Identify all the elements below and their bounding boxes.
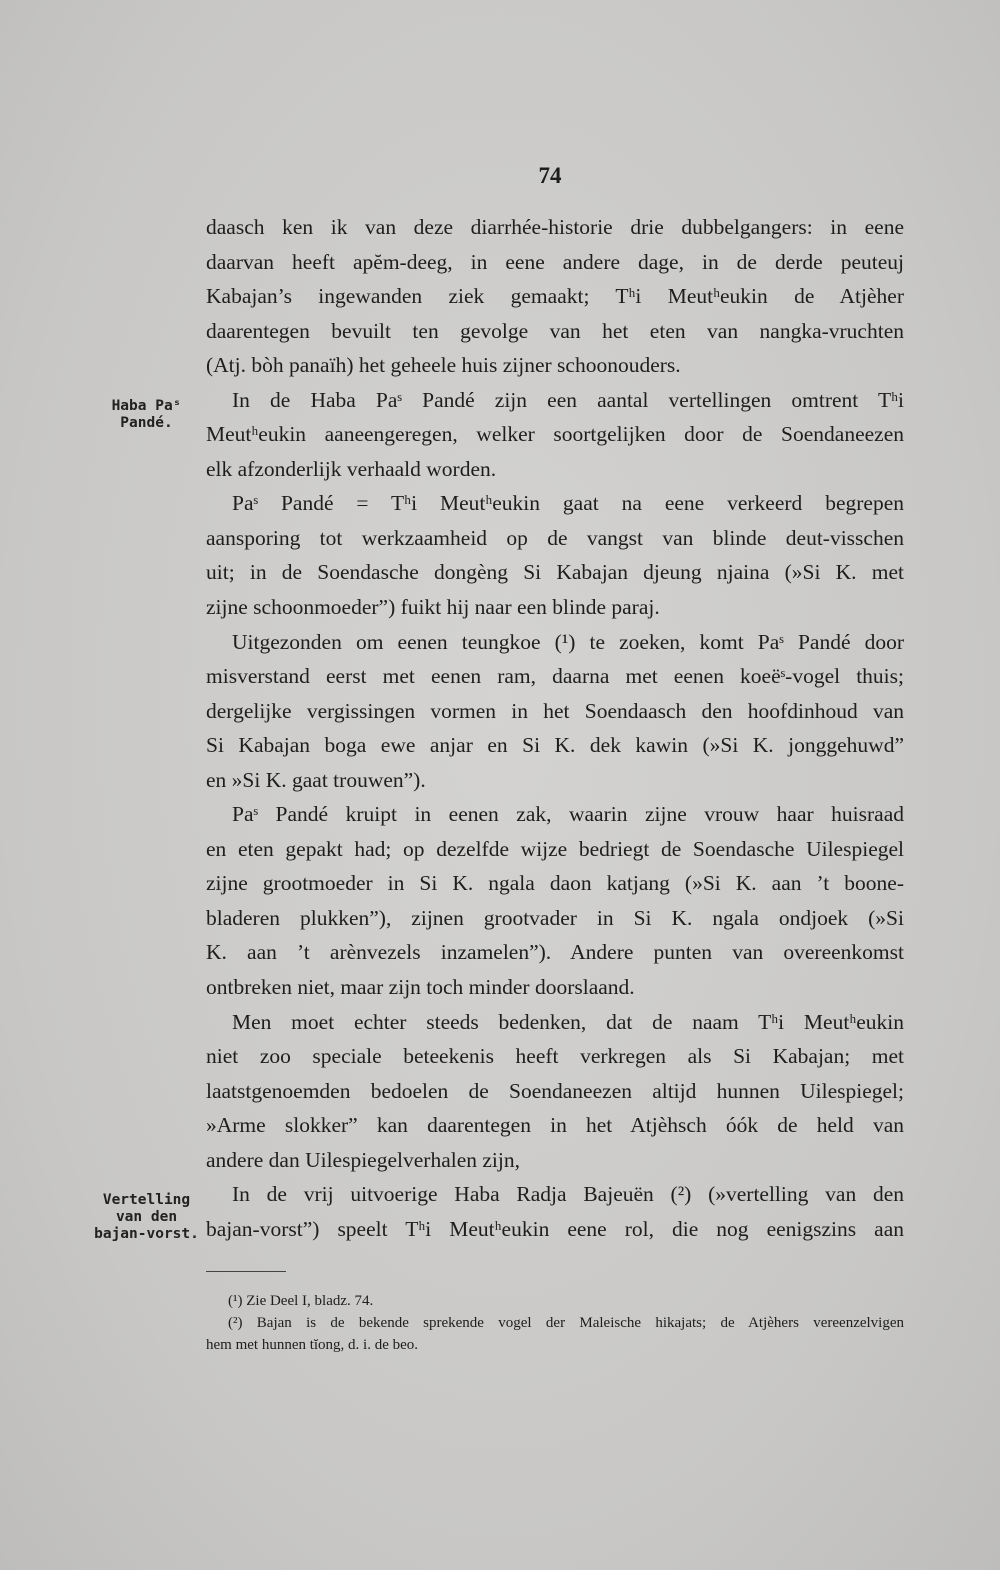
text-line: »Arme slokker” kan daarentegen in het Atjèhsch óók de held van xyxy=(206,1113,904,1138)
text-line: andere dan Uilespiegelverhalen zijn, xyxy=(206,1147,520,1172)
text-line: K. aan ’t arènvezels inzamelen”). Andere punten van overeenkomst xyxy=(206,940,904,965)
text-line: In de vrij uitvoerige Haba Radja Bajeuën (²) (»vertelling van den xyxy=(232,1182,904,1207)
text-line: Si Kabajan boga ewe anjar en Si K. dek kawin (»Si K. jonggehuwd” xyxy=(206,733,904,758)
text-line: Kabajan’s ingewanden ziek gemaakt; Tʰi Meutʰeukin de Atjèher xyxy=(206,284,904,309)
text-line: bajan-vorst”) speelt Tʰi Meutʰeukin eene rol, die nog eenigszins aan xyxy=(206,1216,904,1241)
text-line: Paˢ Pandé = Tʰi Meutʰeukin gaat na eene verkeerd begrepen xyxy=(232,491,904,516)
text-line: elk afzonderlijk verhaald worden. xyxy=(206,456,497,481)
footnotes xyxy=(206,1290,904,1356)
text-line: niet zoo speciale beteekenis heeft verkregen als Si Kabajan; met xyxy=(206,1044,904,1069)
text-line: daarentegen bevuilt ten gevolge van het eten van nangka-vruchten xyxy=(206,318,904,343)
text-line: dergelijke vergissingen vormen in het Soendaasch den hoofdinhoud van xyxy=(206,698,904,723)
text-line: (Atj. bòh panaïh) het geheele huis zijner schoonouders. xyxy=(206,353,681,378)
text-line: Paˢ Pandé kruipt in eenen zak, waarin zijne vrouw haar huisraad xyxy=(232,802,904,827)
text-line: misverstand eerst met eenen ram, daarna met eenen koeëˢ-vogel thuis; xyxy=(206,664,904,689)
text-line: daasch ken ik van deze diarrhée-historie drie dubbelgangers: in eene xyxy=(206,215,904,239)
marginal-note-line: Haba Paˢ xyxy=(111,398,182,414)
text-line: en »Si K. gaat trouwen”). xyxy=(206,767,426,792)
text-line: Meutʰeukin aaneengeregen, welker soortgelijken door de Soendaneezen xyxy=(206,422,904,447)
text-line: ontbreken niet, maar zijn toch minder doorslaand. xyxy=(206,975,635,1000)
text-line: uit; in de Soendasche dongèng Si Kabajan djeung njaina (»Si K. met xyxy=(206,560,904,585)
marginal-note-line: Vertelling xyxy=(102,1192,191,1208)
text-line: Men moet echter steeds bedenken, dat de naam Tʰi Meutʰeukin xyxy=(232,1009,904,1034)
footnote-line: hem met hunnen tĭong, d. i. de beo. xyxy=(206,1337,419,1353)
marginal-note-haba xyxy=(84,398,209,432)
text-line: In de Haba Paˢ Pandé zijn een aantal vertellingen omtrent Tʰi xyxy=(232,387,904,412)
text-line: Uitgezonden om eenen teungkoe (¹) te zoeken, komt Paˢ Pandé door xyxy=(232,629,904,654)
footnote-line: (²) Bajan is de bekende sprekende vogel der Maleische hikajats; de Atjèhers vereenzelvigen xyxy=(228,1315,904,1331)
text-line: aansporing tot werkzaamheid op de vangst van blinde deut-visschen xyxy=(206,525,904,550)
footnote-divider xyxy=(206,1271,286,1272)
body-text xyxy=(206,210,904,1246)
marginal-note-line: Pandé. xyxy=(120,415,173,431)
marginal-note-line: van den xyxy=(115,1209,178,1225)
text-line: en eten gepakt had; op dezelfde wijze bedriegt de Soendasche Uilespiegel xyxy=(206,836,904,861)
page-number: 74 xyxy=(538,163,562,188)
text-line: laatstgenoemden bedoelen de Soendaneezen altijd hunnen Uilespiegel; xyxy=(206,1078,904,1103)
marginal-note-vertelling xyxy=(84,1192,209,1243)
marginal-note-line: bajan-vorst. xyxy=(94,1226,199,1242)
text-line: zijne schoonmoeder”) fuikt hij naar een blinde paraj. xyxy=(206,595,660,620)
footnote-line: (¹) Zie Deel I, bladz. 74. xyxy=(228,1293,374,1309)
text-line: bladeren plukken”), zijnen grootvader in Si K. ngala ondjoek (»Si xyxy=(206,905,904,930)
text-line: zijne grootmoeder in Si K. ngala daon katjang (»Si K. aan ’t boone- xyxy=(206,871,904,896)
text-line: daarvan heeft apĕm-deeg, in eene andere dage, in de derde peuteuj xyxy=(206,249,904,274)
